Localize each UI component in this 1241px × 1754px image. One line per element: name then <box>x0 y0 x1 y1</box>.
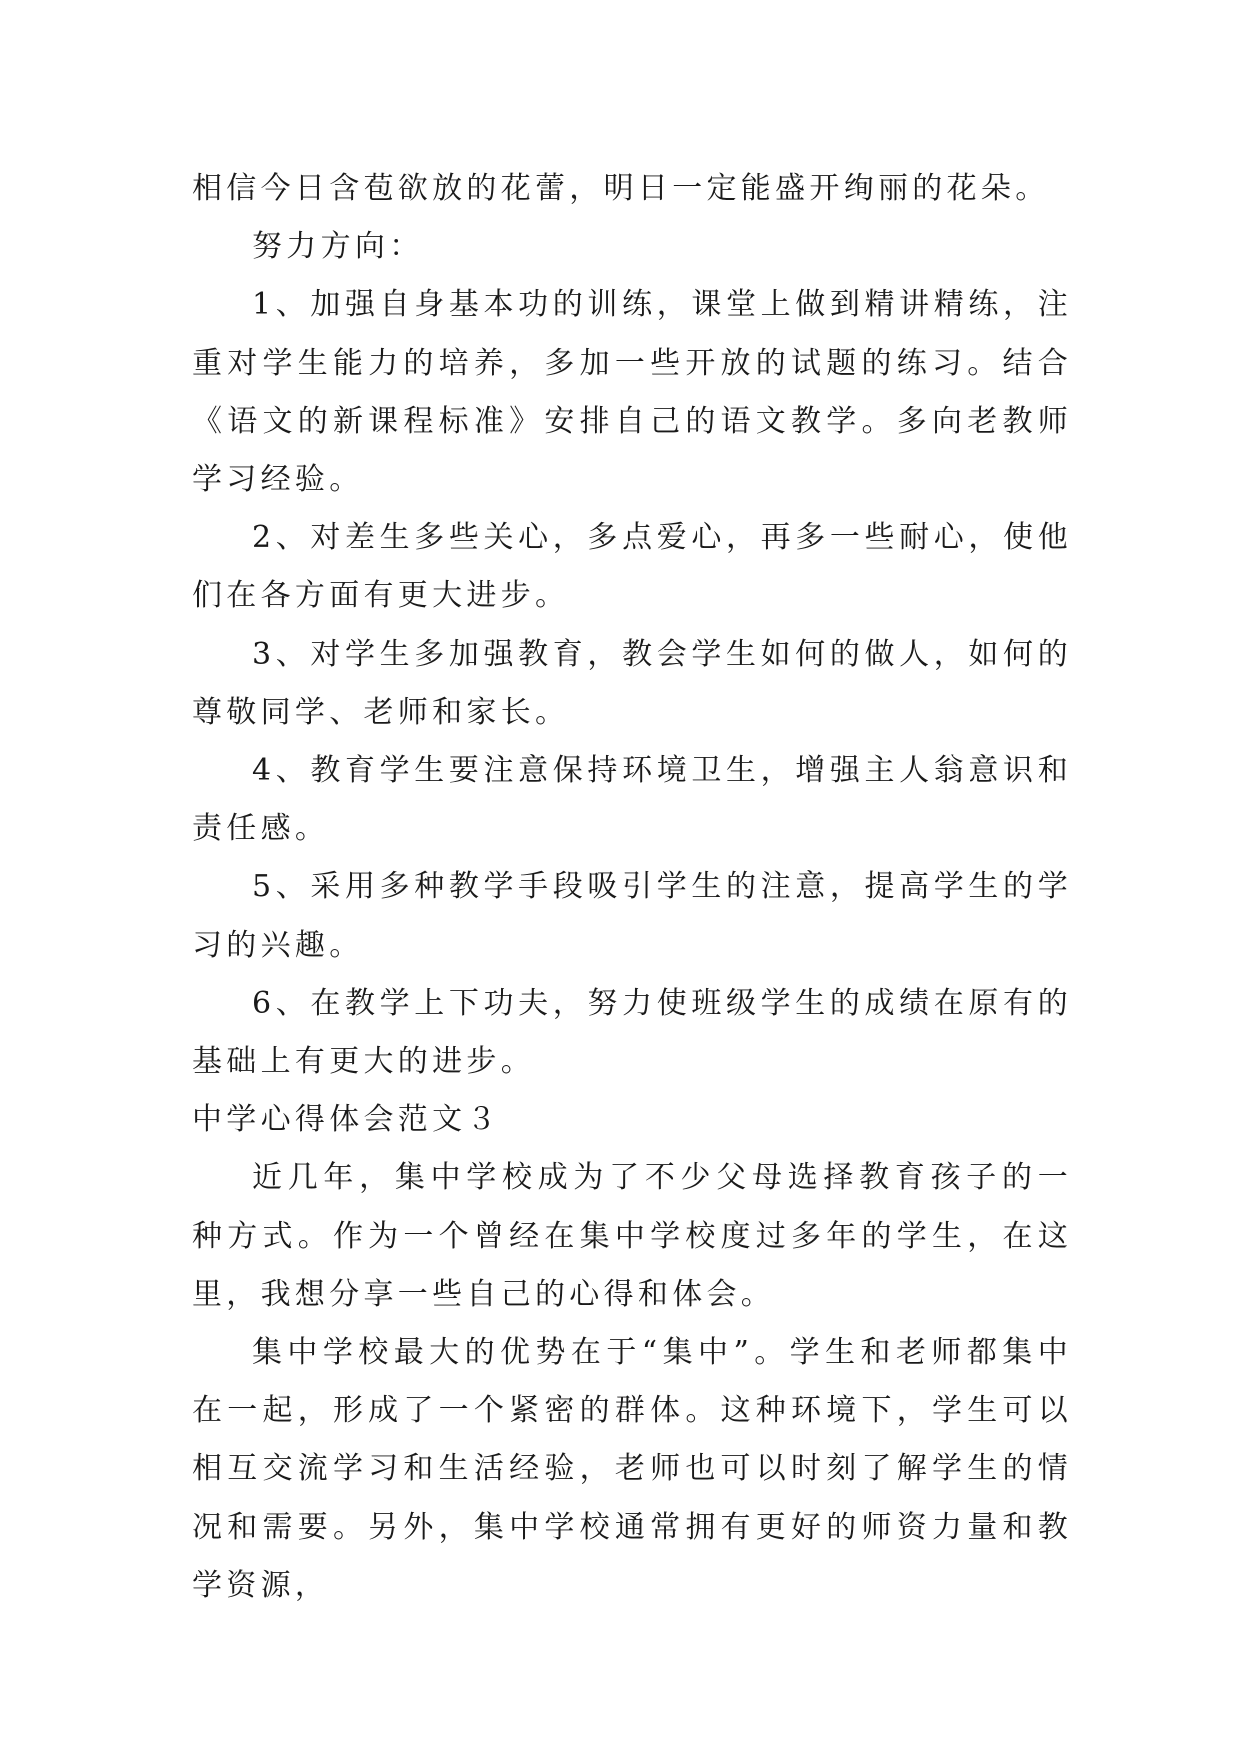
paragraph-item-5: 5、采用多种教学手段吸引学生的注意，提高学生的学习的兴趣。 <box>192 869 1072 963</box>
paragraph-item-1: 1、加强自身基本功的训练，课堂上做到精讲精练，注重对学生能力的培养，多加一些开放的试题的练习。结合《语文的新课程标准》安排自己的语文教学。多向老教师学习经验。 <box>192 287 1072 498</box>
paragraph-flower-closing: 相信今日含苞欲放的花蕾，明日一定能盛开绚丽的花朵。 <box>192 171 1050 206</box>
paragraph-intro: 近几年，集中学校成为了不少父母选择教育孩子的一种方式。作为一个曾经在集中学校度过多年的学生，在这里，我想分享一些自己的心得和体会。 <box>192 1160 1072 1312</box>
paragraph-advantage: 集中学校最大的优势在于“集中”。学生和老师都集中在一起，形成了一个紧密的群体。这种环境下，学生可以相互交流学习和生活经验，老师也可以时刻了解学生的情况和需要。另外，集中学校通常拥有更好的师资力量和教学资源， <box>192 1335 1072 1603</box>
paragraph-item-4: 4、教育学生要注意保持环境卫生，增强主人翁意识和责任感。 <box>192 753 1072 847</box>
document-body <box>192 160 1072 1615</box>
section-heading: 中学心得体会范文３ <box>192 1102 501 1138</box>
paragraph-item-3: 3、对学生多加强教育，教会学生如何的做人，如何的尊敬同学、老师和家长。 <box>192 636 1072 730</box>
paragraph-item-6: 6、在教学上下功夫，努力使班级学生的成绩在原有的基础上有更大的进步。 <box>192 985 1072 1080</box>
paragraph-item-2: 2、对差生多些关心，多点爱心，再多一些耐心，使他们在各方面有更大进步。 <box>192 520 1072 614</box>
paragraph-effort-direction-label: 努力方向： <box>252 229 424 265</box>
